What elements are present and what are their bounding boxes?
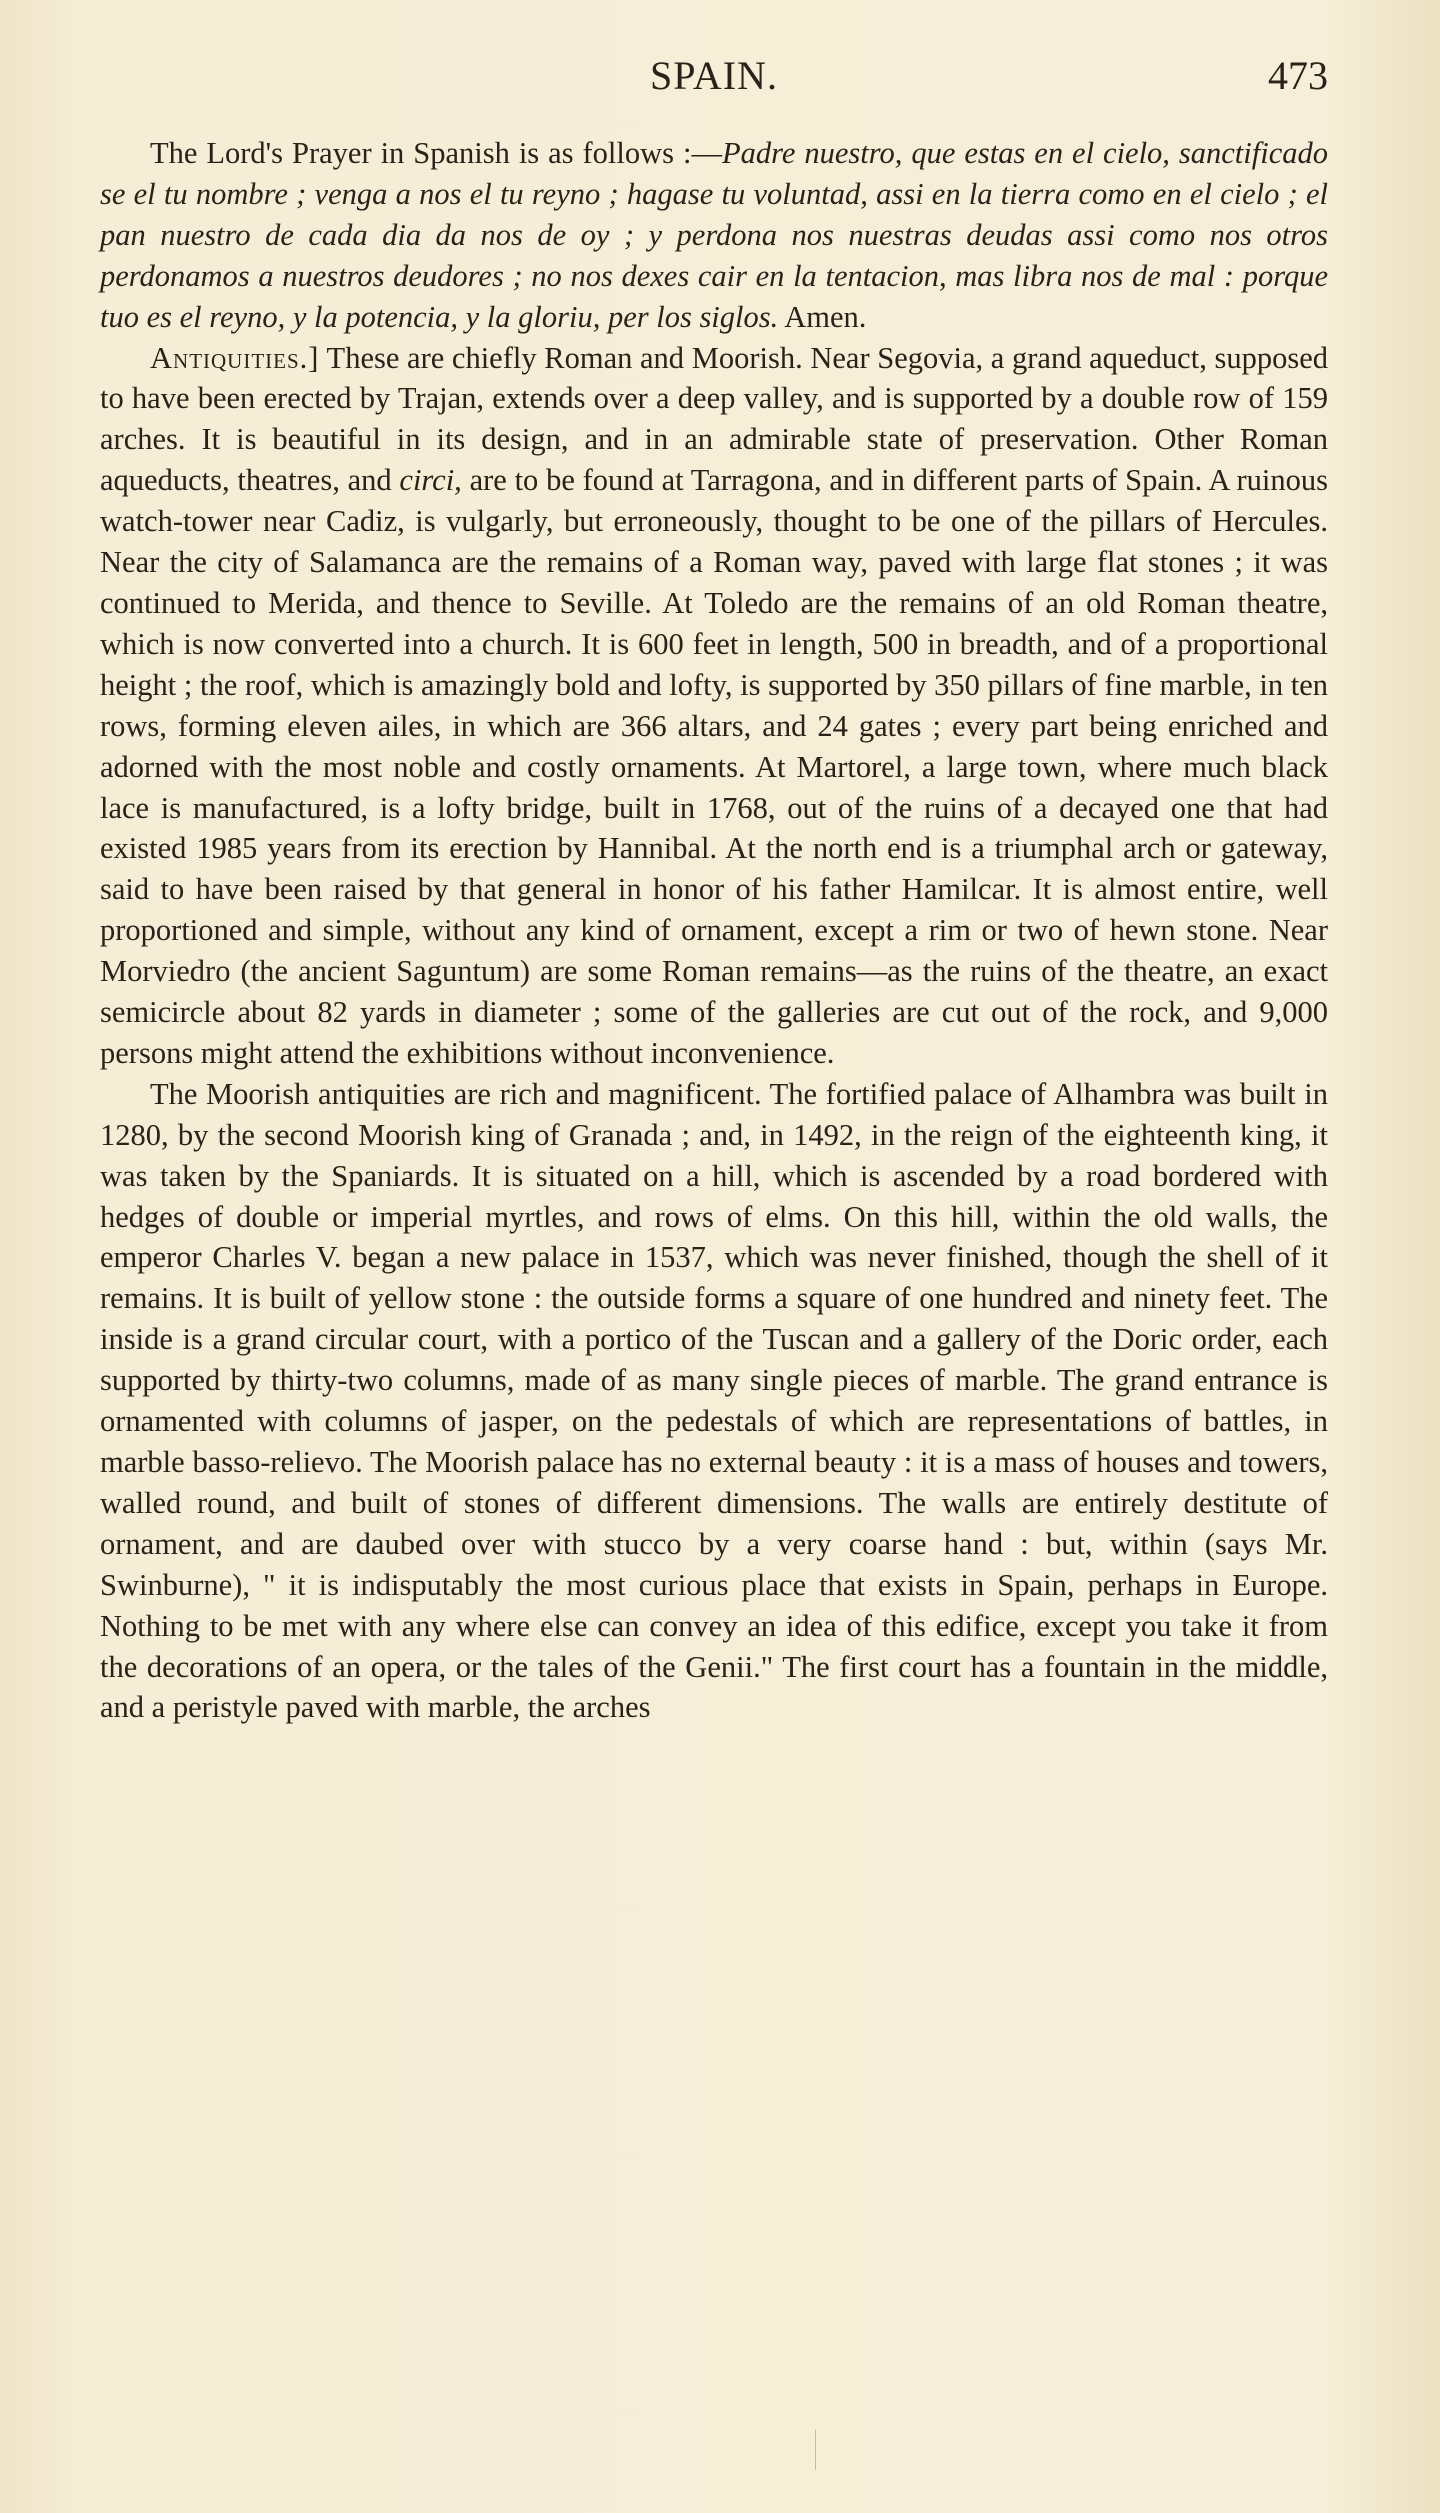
moorish-text: The Moorish antiquities are rich and magnificent. The fortified palace of Alhambra was built in 1280, by the second Moorish king of Granada ; and, in 1492, in the reign of the eighteenth king, it was taken by the Spaniards. It is situated on a hill, which is ascended by a road bordered with hedges of double or imperial myrtles, and rows of elms. On this hill, within the old walls, the emperor Charles V. began a new palace in 1537, which was never finished, though the shell of it remains. It is built of yellow stone : the outside forms a square of one hundred and ninety feet. The inside is a grand circular court, with a portico of the Tuscan and a gallery of the Doric order, each supported by thirty-two columns, made of as many single pieces of marble. The grand entrance is ornamented with columns of jasper, on the pedestals of which are representations of battles, in marble basso-relievo. The Moorish palace has no external beauty : it is a mass of houses and towers, walled round, and built of stones of different dimensions. The walls are entirely destitute of ornament, and are daubed over with stucco by a very coarse hand : but, within (says Mr. Swinburne), " it is indisputably the most curious place that exists in Spain, perhaps in Europe. Nothing to be met with any where else can convey an idea of this edifice, except you take it from the decorations of an opera, or the tales of the Genii." The first court has a fountain in the middle, and a peristyle paved with marble, the arches: [100, 1076, 1328, 1725]
body-text: [100, 133, 1328, 1728]
prayer-spanish-text: Padre nuestro, que estas en el cielo, sanctificado se el tu nombre ; venga a nos el tu reyno ; hagase tu voluntad, assi en la tierra como en el cielo ; el pan nuestro de cada dia da nos de oy ; y perdona nos nuestras deudas assi como nos otros perdonamos a nuestros deudores ; no nos dexes cair en la tentacion, mas libra nos de mal : porque tuo es el reyno, y la potencia, y la gloriu, per los siglos.: [100, 136, 1328, 334]
paragraph-antiquities: [100, 338, 1328, 1074]
section-heading-antiquities: Antiquities.]: [150, 340, 320, 375]
page-number: 473: [1268, 53, 1328, 98]
prayer-intro: The Lord's Prayer in Spanish is as follows :—: [150, 136, 722, 170]
running-head: [100, 52, 1328, 112]
paragraph-lords-prayer: [100, 133, 1328, 338]
page-title: SPAIN.: [650, 53, 778, 98]
paragraph-moorish: [100, 1074, 1328, 1729]
prayer-amen: Amen.: [778, 299, 867, 334]
page-blemish: [815, 2430, 816, 2470]
antiquities-text-continued: are to be found at Tarragona, and in different parts of Spain. A ruinous watch-tower near Cadiz, is vulgarly, but erroneously, thought to be one of the pillars of Hercules. Near the city of Salamanca are the remains of a Roman way, paved with large flat stones ; it was continued to Merida, and thence to Seville. At Toledo are the remains of an old Roman theatre, which is now converted into a church. It is 600 feet in length, 500 in breadth, and of a proportional height ; the roof, which is amazingly bold and lofty, is supported by 350 pillars of fine marble, in ten rows, forming eleven ailes, in which are 366 altars, and 24 gates ; every part being enriched and adorned with the most noble and costly ornaments. At Martorel, a large town, where much black lace is manufactured, is a lofty bridge, built in 1768, out of the ruins of a decayed one that had existed 1985 years from its erection by Hannibal. At the north end is a triumphal arch or gateway, said to have been raised by that general in honor of his father Hamilcar. It is almost entire, well proportioned and simple, without any kind of ornament, except a rim or two of hewn stone. Near Morviedro (the ancient Saguntum) are some Roman remains—as the ruins of the theatre, an exact semicircle about 82 yards in diameter ; some of the galleries are cut out of the rock, and 9,000 persons might attend the exhibitions without inconvenience.: [100, 463, 1328, 1070]
antiquities-text: These are chiefly Roman and Moorish. Near Segovia, a grand aqueduct, supposed to have been erected by Trajan, extends over a deep valley, and is supported by a double row of 159 arches. It is beautiful in its design, and in an admirable state of preservation. Other Roman aqueducts, theatres, and: [100, 340, 1328, 498]
antiquities-italic-circi: circi,: [399, 463, 462, 498]
